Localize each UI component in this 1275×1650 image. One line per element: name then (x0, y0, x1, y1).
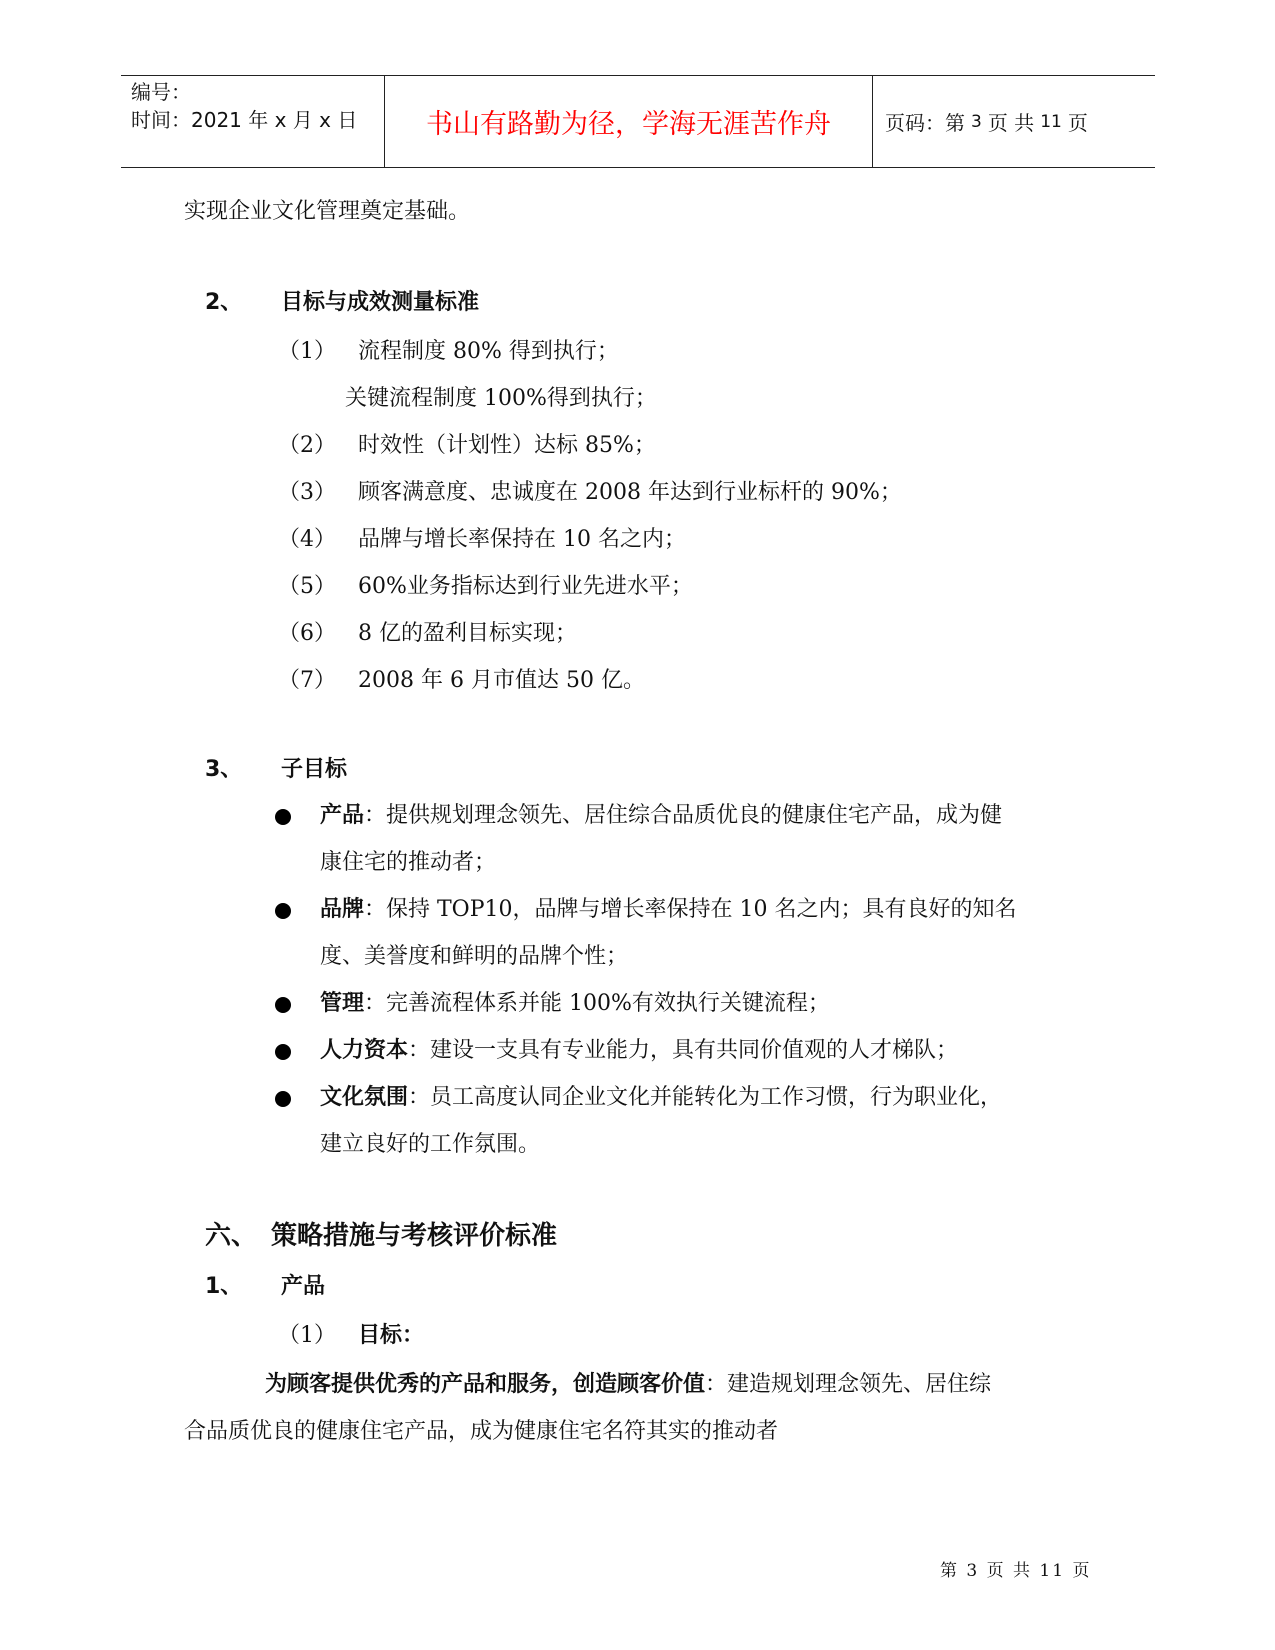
page-suffix: 页 (1067, 111, 1088, 135)
list-item: 关键流程制度 100%得到执行； (345, 386, 657, 411)
list-item: （3） 顾客满意度、忠诚度在 2008 年达到行业标杆的 90%； (278, 480, 902, 505)
section-3-heading (205, 752, 347, 783)
page-number: 3 (971, 111, 982, 132)
subsection-number: 1、 (205, 1274, 243, 1299)
header-page-info (873, 76, 1155, 167)
bullet-dot (275, 809, 291, 825)
header-motto: 书山有路勤为径，学海无涯苦作舟 (385, 76, 873, 167)
subsection-title: 产品 (281, 1274, 326, 1299)
page-prefix: 页码：第 (885, 111, 965, 135)
bullet-dot (275, 1044, 291, 1060)
section-6-heading (205, 1215, 557, 1252)
list-item: （6） 8 亿的盈利目标实现； (278, 621, 577, 646)
intro-line: 实现企业文化管理奠定基础。 (184, 199, 471, 224)
bullet-item-culture: 文化氛围：员工高度认同企业文化并能转化为工作习惯，行为职业化， (320, 1085, 1003, 1110)
section-number: 3、 (205, 757, 243, 782)
document-time: 时间：2021 年 x 月 x 日 (131, 108, 358, 132)
list-item: （7） 2008 年 6 月市值达 50 亿。 (278, 668, 645, 693)
page-mid: 页 共 (987, 111, 1035, 135)
section-title: 子目标 (281, 757, 348, 782)
section-number: 2、 (205, 290, 243, 315)
bullet-item-product: 产品：提供规划理念领先、居住综合品质优良的健康住宅产品，成为健 (320, 803, 1003, 828)
section-number: 六、 (205, 1221, 258, 1251)
section-title: 策略措施与考核评价标准 (271, 1221, 558, 1251)
bullet-dot (275, 903, 291, 919)
bullet-item-human-capital: 人力资本：建设一支具有专业能力，具有共同价值观的人才梯队； (320, 1038, 959, 1063)
document-number-label: 编号： (131, 80, 191, 104)
list-item: （4） 品牌与增长率保持在 10 名之内； (278, 527, 686, 552)
page-header (121, 75, 1155, 168)
objective-label: （1） 目标： (278, 1323, 425, 1348)
bullet-item-product-cont: 康住宅的推动者； (320, 850, 497, 875)
subsection-heading (205, 1269, 325, 1300)
list-item: （1） 流程制度 80% 得到执行； (278, 339, 619, 364)
bullet-item-culture-cont: 建立良好的工作氛围。 (320, 1132, 541, 1157)
header-meta (121, 76, 385, 167)
section-title: 目标与成效测量标准 (281, 290, 480, 315)
section-2-heading (205, 285, 479, 316)
bullet-item-brand-cont: 度、美誉度和鲜明的品牌个性； (320, 944, 629, 969)
page-total: 11 (1040, 111, 1062, 132)
objective-paragraph: 为顾客提供优秀的产品和服务，创造顾客价值：建造规划理念领先、居住综 (265, 1372, 992, 1397)
bullet-dot (275, 1091, 291, 1107)
list-item: （2） 时效性（计划性）达标 85%； (278, 433, 656, 458)
page-footer: 第 3 页 共 11 页 (940, 1561, 1092, 1581)
list-item: （5） 60%业务指标达到行业先进水平； (278, 574, 693, 599)
objective-paragraph-cont: 合品质优良的健康住宅产品，成为健康住宅名符其实的推动者 (184, 1419, 779, 1444)
bullet-item-management: 管理：完善流程体系并能 100%有效执行关键流程； (320, 991, 830, 1016)
bullet-item-brand: 品牌：保持 TOP10，品牌与增长率保持在 10 名之内；具有良好的知名 (320, 897, 1017, 922)
bullet-dot (275, 997, 291, 1013)
